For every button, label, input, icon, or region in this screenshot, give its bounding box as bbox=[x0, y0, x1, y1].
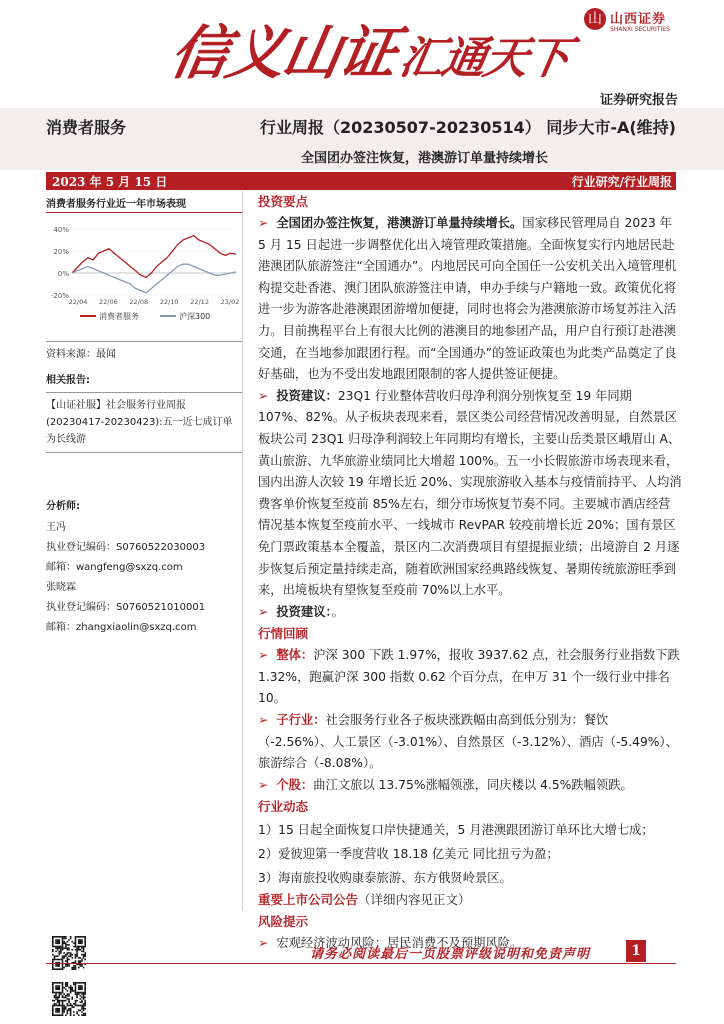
paragraph bbox=[258, 645, 682, 710]
x-tick-label: 23/02 bbox=[220, 298, 240, 306]
y-tick-label: 0% bbox=[57, 270, 69, 278]
slogan bbox=[165, 6, 578, 90]
x-tick-label: 22/08 bbox=[129, 298, 149, 306]
arrow-icon: ➢ bbox=[258, 388, 269, 403]
paragraph-text: 社会服务行业各子板块涨跌幅由高到低分别为：餐饮（-2.56%）、人工景区（-3.01%）、自然景区（-3.12%）、酒店（-5.49%）、旅游综合（-8.08%）。 bbox=[258, 713, 678, 771]
paragraph-text: 曲江文旅以 13.75%涨幅领涨，同庆楼以 4.5%跌幅领跌。 bbox=[313, 777, 633, 792]
page-number: 1 bbox=[626, 940, 646, 962]
list-item: 3）海南旅投收购康泰旅游、东方俄贤岭景区。 bbox=[258, 870, 512, 885]
chart-source: 资料来源：最闻 bbox=[46, 341, 242, 363]
section-title-text: 重要上市公司公告 bbox=[258, 892, 359, 908]
chart-title: 消费者服务行业近一年市场表现 bbox=[46, 195, 242, 213]
paragraph-text: 。 bbox=[331, 604, 344, 619]
analyst-email[interactable]: 邮箱：zhangxiaolin@sxzq.com bbox=[46, 622, 197, 633]
section-title-text: 投资要点 bbox=[258, 194, 309, 209]
paragraph-lead: 子行业： bbox=[276, 713, 326, 728]
related-heading: 相关报告: bbox=[46, 375, 90, 386]
arrow-icon: ➢ bbox=[258, 777, 269, 792]
paragraph-text: 国家移民管理局自 2023 年 5 月 15 日起进一步调整优化出入境管理政策措施。全面恢复实行内地居民赴港澳团队旅游签注“全国通办”。内地居民可向全国任一公安机关出入境管理机构提交赴香港、澳门团队旅游签注申请，申办手续与户籍地一致。政策优化将进一步为游客赴港澳跟团游增加便捷，同时也将会为港澳旅游市场复苏注入活力。目前携程平台上有很大比例的港澳目的地参团产品，用户自行预订赴港澳交通，在当地参加跟团行程。而“全国通办”的签证政策也为此类产品奠定了良好基础，也为不受出发地跟团限制的客人提供签证便捷。 bbox=[258, 216, 677, 382]
slogan-part2: 汇通天下 bbox=[395, 33, 573, 84]
analyst-email[interactable]: 邮箱：wangfeng@sxzq.com bbox=[46, 562, 183, 573]
x-tick-label: 22/06 bbox=[99, 298, 118, 306]
section-title-note: （详细内容见正文） bbox=[358, 892, 471, 908]
paragraph bbox=[258, 602, 682, 624]
list-item: 2）爱彼迎第一季度营收 18.18 亿美元 同比扭亏为盈； bbox=[258, 847, 559, 862]
list-item: 1）15 日起全面恢复口岸快捷通关，5 月港澳跟团游订单环比大增七成； bbox=[258, 823, 654, 838]
paragraph bbox=[258, 386, 682, 602]
analyst-heading: 分析师: bbox=[46, 501, 80, 512]
report-type: 证券研究报告 bbox=[599, 93, 678, 108]
paragraph bbox=[258, 710, 682, 775]
paragraph-text: 23Q1 行业整体营收归母净利润分别恢复至 19 年同期 107%、82%。从子板块表现来看，景区类公司经营情况改善明显，自然景区板块公司 23Q1 归母净利润较上年同期均有增长，主要山岳类景区峨眉山 A、黄山旅游、九华旅游业绩同比大增超 100%。五一小长假旅游市场表现来看，国内出游人次较 19 年增长近 20%、实现旅游收入基本与疫情前持平、人均消费客单价恢复至疫前 85%左右，细分市场恢复节奏不同。主要城市酒店经营情况基本恢复至疫前水平、一线城市 RevPAR 较疫前增长近 20%；国有景区免门票政策基本全覆盖，景区内二次消费项目有望提振业绩；出境游自 2 月逐步恢复后预定量持续走高，随着欧洲国家经典路线恢复、暑期传统旅游旺季到来，出境板块有望恢复至疫前 70%以上水平。 bbox=[258, 388, 682, 598]
paragraph-text: 沪深 300 下跌 1.97%，报收 3937.62 点，社会服务行业指数下跌 1.32%，跑赢沪深 300 指数 0.62 个百分点，在申万 31 个一级行业中排名 10。 bbox=[258, 648, 680, 706]
analyst-reg: 执业登记编码：S0760522030003 bbox=[46, 542, 206, 553]
section-title bbox=[258, 191, 682, 213]
slogan-part1: 信义山证 bbox=[165, 19, 402, 87]
legend-label: 消费者服务 bbox=[99, 312, 139, 321]
disclaimer: 请务必阅读最后一页股票评级说明和免责声明 bbox=[310, 947, 591, 962]
report-subtitle: 全国团办签注恢复，港澳游订单量持续增长 bbox=[300, 151, 548, 166]
arrow-icon: ➢ bbox=[258, 216, 269, 230]
arrow-icon: ➢ bbox=[258, 936, 269, 951]
x-tick-label: 22/10 bbox=[159, 298, 179, 306]
logo-icon: 山 bbox=[584, 8, 606, 30]
series-line bbox=[72, 236, 236, 278]
analyst-list bbox=[46, 518, 242, 638]
column-divider bbox=[242, 191, 243, 911]
paragraph-lead: 全国团办签注恢复，港澳游订单量持续增长。 bbox=[276, 216, 523, 230]
y-tick-label: 20% bbox=[53, 248, 69, 256]
section-title bbox=[258, 623, 682, 645]
paragraph-lead: 投资建议： bbox=[276, 604, 332, 619]
section-title bbox=[258, 911, 682, 933]
section-title bbox=[258, 796, 682, 818]
sector-label: 消费者服务 bbox=[46, 118, 127, 137]
paragraph-lead: 投资建议： bbox=[276, 388, 338, 403]
qr-code-icon bbox=[52, 936, 86, 970]
paragraph-text: 宏观经济波动风险；居民消费不及预期风险。 bbox=[276, 936, 523, 951]
analyst-name: 王冯 bbox=[46, 522, 66, 533]
report-date: 2023 年 5 月 15 日 bbox=[52, 175, 168, 189]
x-tick-label: 22/04 bbox=[68, 298, 88, 306]
related-report-link[interactable]: 【山证社服】社会服务行业周报(20230417-20230423):五一近七成订单为长线游 bbox=[46, 392, 242, 453]
section-title-text: 行情回顾 bbox=[258, 626, 309, 642]
series-line bbox=[72, 264, 236, 293]
y-tick-label: 40% bbox=[53, 226, 69, 234]
y-tick-label: -20% bbox=[50, 292, 69, 300]
logo-cn: 山西证券 bbox=[610, 12, 667, 27]
arrow-icon: ➢ bbox=[258, 604, 269, 619]
paragraph bbox=[258, 775, 682, 797]
analyst-reg: 执业登记编码：S0760521010001 bbox=[46, 602, 206, 613]
report-title: 行业周报（20230507-20230514） 同步大市-A(维持) bbox=[260, 118, 676, 137]
company-logo bbox=[584, 6, 714, 40]
section-title-text: 风险提示 bbox=[258, 914, 309, 930]
legend-label: 沪深300 bbox=[179, 312, 211, 321]
logo-en: SHANXI SECURITIES bbox=[610, 26, 670, 33]
x-tick-label: 22/12 bbox=[190, 298, 209, 306]
footer-rule bbox=[46, 963, 676, 964]
performance-chart bbox=[46, 219, 242, 337]
arrow-icon: ➢ bbox=[258, 648, 269, 663]
analyst-name: 张晓霖 bbox=[46, 582, 76, 593]
paragraph-lead: 个股： bbox=[276, 777, 314, 792]
paragraph-lead: 整体： bbox=[276, 648, 314, 663]
section-title-text: 行业动态 bbox=[258, 799, 309, 815]
main-content bbox=[258, 191, 682, 955]
report-category: 行业研究/行业周报 bbox=[571, 175, 672, 189]
arrow-icon: ➢ bbox=[258, 713, 269, 728]
sidebar bbox=[46, 191, 242, 638]
paragraph bbox=[258, 213, 682, 386]
section-title bbox=[258, 889, 682, 911]
qr-code-icon bbox=[52, 982, 86, 1016]
